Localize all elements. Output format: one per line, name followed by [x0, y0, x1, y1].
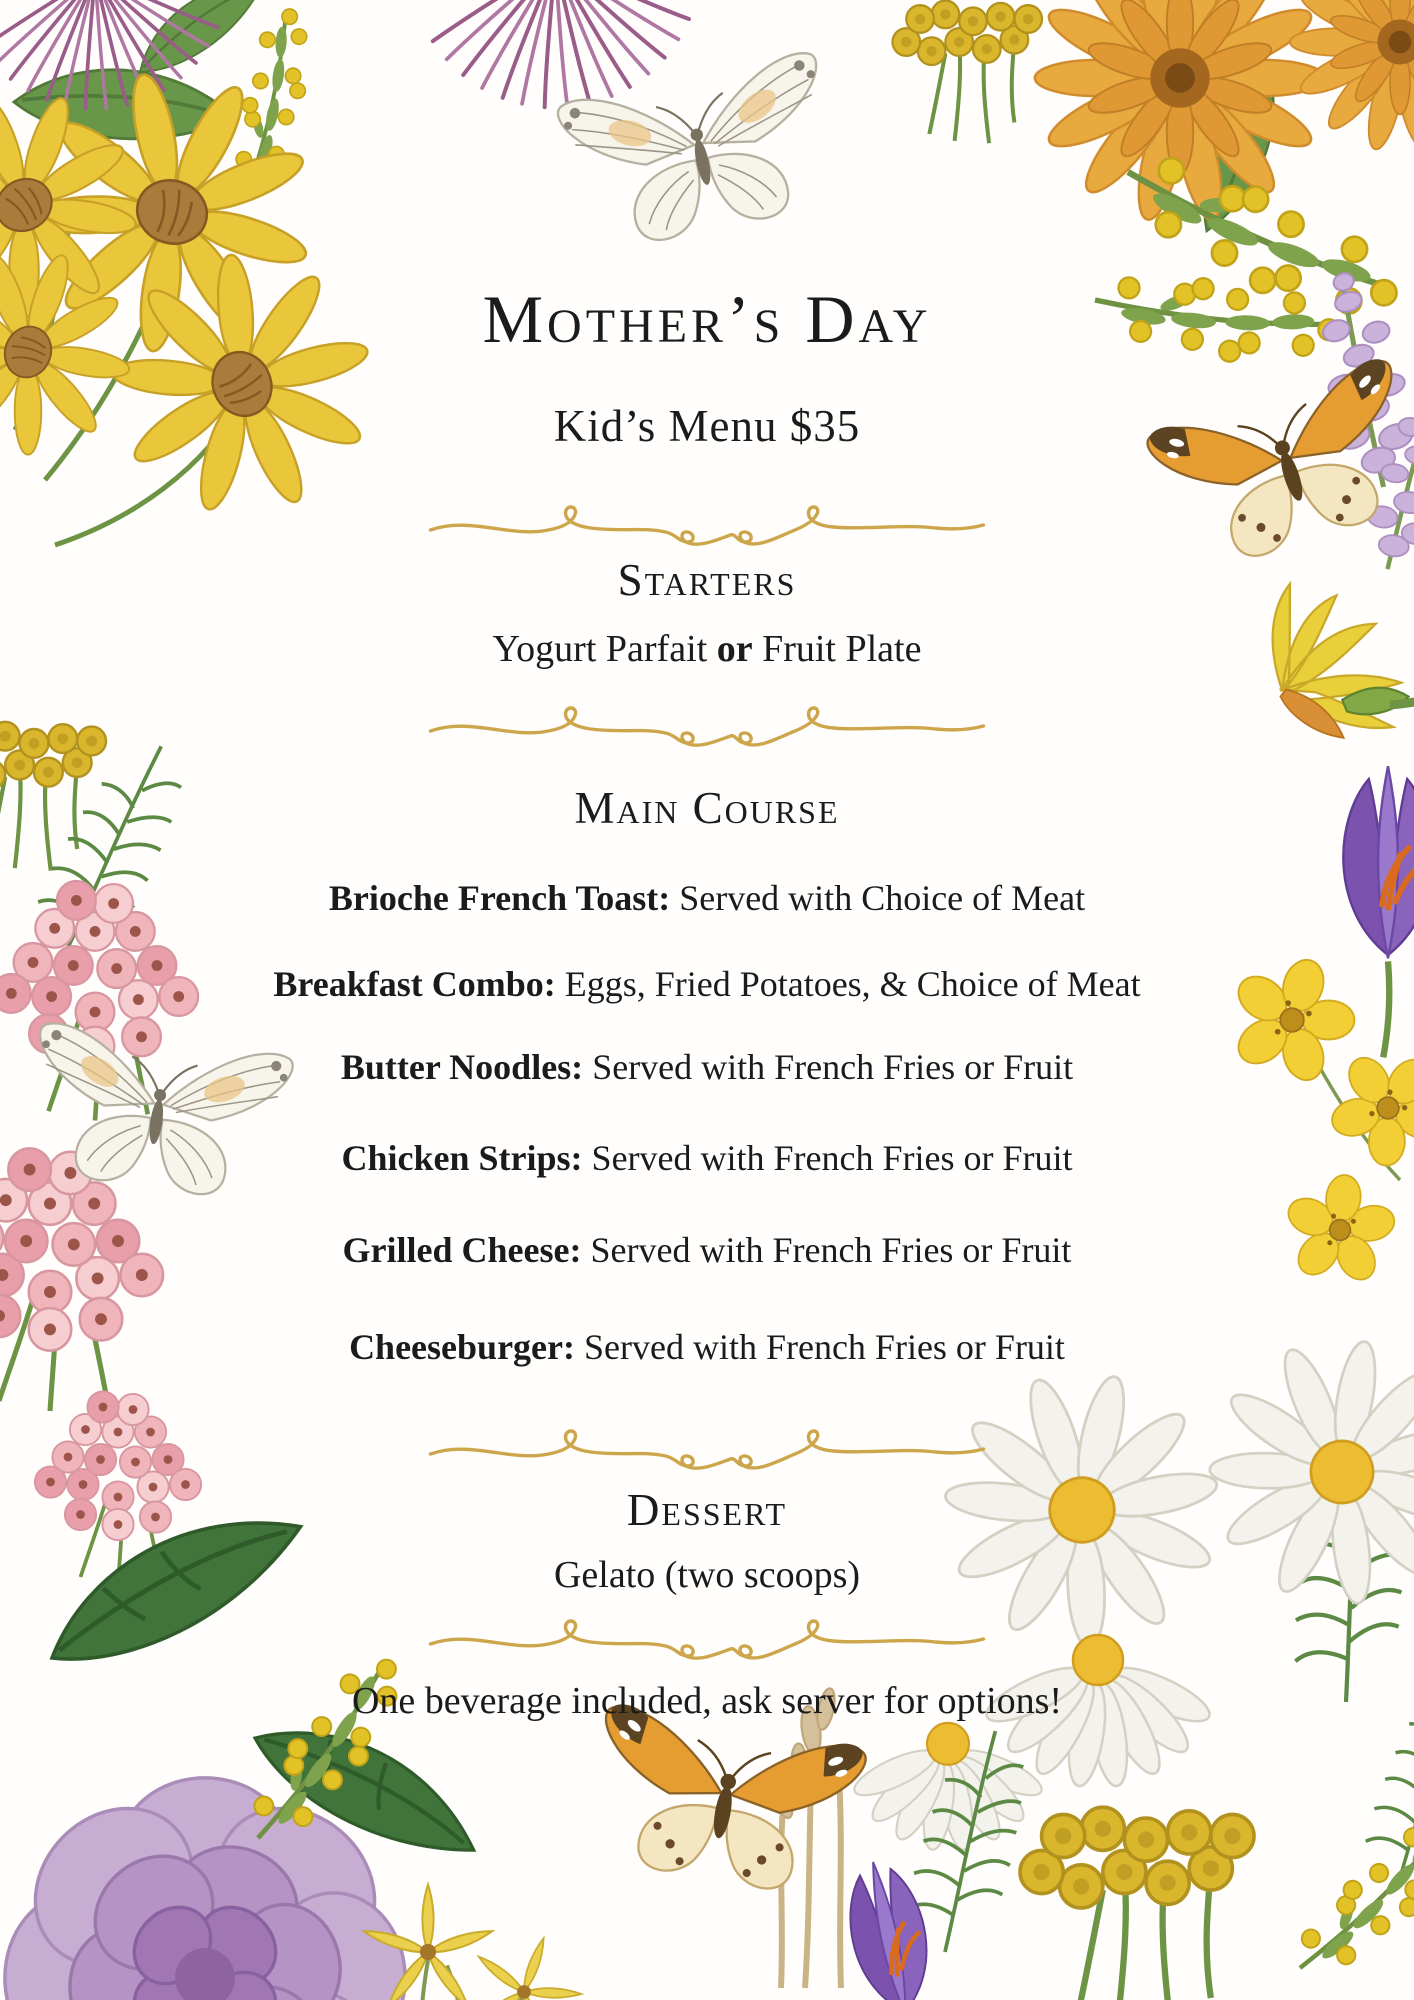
- tansy-buttons: [893, 1, 1043, 144]
- item-label: Brioche French Toast:: [328, 878, 671, 918]
- item-description: Served with French Fries or Fruit: [584, 1327, 1065, 1367]
- item-description: Served with Choice of Meat: [679, 878, 1086, 918]
- starters-heading: Starters: [617, 555, 797, 605]
- yellow-star-flower: [445, 1919, 596, 2000]
- menu-subtitle: Kid’s Menu $35: [553, 401, 861, 451]
- item-label: Butter Noodles:: [340, 1047, 584, 1087]
- starters-item-conjunction: or: [716, 628, 753, 670]
- flourish-divider: [425, 701, 990, 749]
- menu-item-chicken-strips: [0, 1140, 1414, 1176]
- menu-item-brioche-french-toast: [0, 880, 1414, 916]
- purple-crocus: [838, 1854, 958, 2000]
- item-description: Eggs, Fried Potatoes, & Choice of Meat: [564, 964, 1141, 1004]
- dessert-item: Gelato (two scoops): [553, 1554, 861, 1596]
- item-description: Served with French Fries or Fruit: [591, 1138, 1073, 1178]
- starters-item-post: Fruit Plate: [762, 628, 922, 670]
- item-description: Served with French Fries or Fruit: [592, 1047, 1074, 1087]
- item-label: Cheeseburger:: [349, 1327, 575, 1367]
- dessert-heading: Dessert: [626, 1485, 788, 1535]
- starters-item-pre: Yogurt Parfait: [492, 628, 708, 670]
- menu-item-grilled-cheese: [0, 1232, 1414, 1268]
- orange-butterfly: [581, 1702, 867, 1902]
- menu-item-cheeseburger: [0, 1329, 1414, 1365]
- pale-butterfly: [556, 50, 846, 256]
- starters-item: [0, 630, 1414, 668]
- mimosa-sprig: [1266, 1808, 1414, 1985]
- flourish-divider: [425, 1614, 990, 1662]
- menu-item-butter-noodles: [0, 1049, 1414, 1085]
- flourish-divider: [425, 1424, 990, 1472]
- purple-fringe-flower: [427, 0, 689, 107]
- beverage-note: One beverage included, ask server for options!: [351, 1680, 1063, 1722]
- item-label: Breakfast Combo:: [273, 964, 556, 1004]
- menu-item-breakfast-combo: [0, 966, 1414, 1002]
- yellow-buttercup: [1274, 1162, 1406, 1298]
- orange-marigold: [1035, 0, 1325, 224]
- right-edge-florals: [1230, 766, 1414, 1298]
- item-label: Grilled Cheese:: [342, 1230, 582, 1270]
- flourish-divider: [425, 500, 990, 548]
- item-label: Chicken Strips:: [341, 1138, 583, 1178]
- main-course-heading: Main Course: [574, 783, 840, 833]
- page-title: Mother’s Day: [482, 281, 932, 357]
- pink-yarrow: [0, 1148, 163, 1411]
- top-left-florals: [0, 0, 689, 557]
- item-description: Served with French Fries or Fruit: [590, 1230, 1072, 1270]
- tansy-buttons: [1020, 1807, 1254, 2000]
